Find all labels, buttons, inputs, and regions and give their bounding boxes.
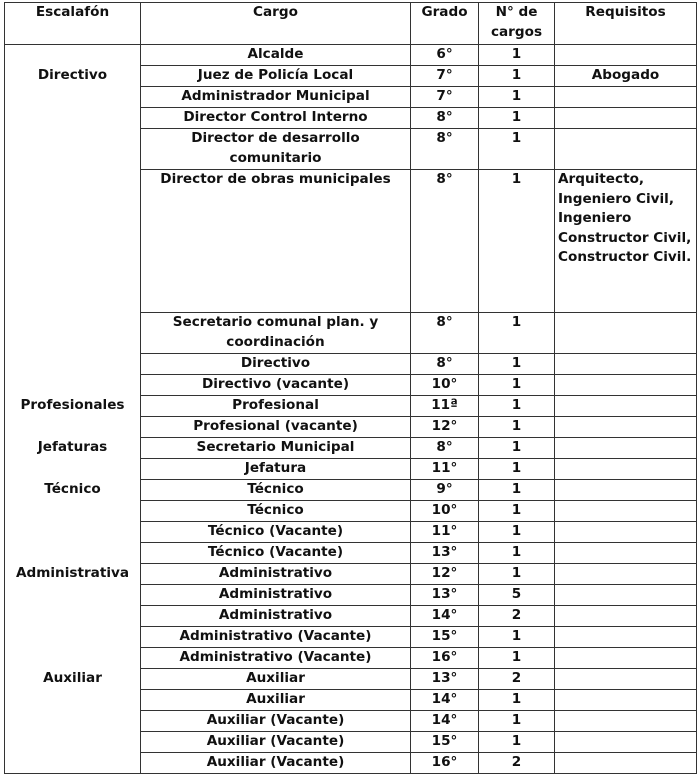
escalafon-cell	[5, 417, 141, 438]
grado-cell: 15°	[411, 627, 479, 648]
requisitos-cell	[555, 501, 697, 522]
escalafon-cell	[5, 732, 141, 753]
header-grado: Grado	[411, 3, 479, 45]
num-cargos-cell: 5	[479, 585, 555, 606]
requisitos-cell: Abogado	[555, 66, 697, 87]
escalafon-cell	[5, 459, 141, 480]
table-row	[5, 375, 697, 396]
grado-cell: 13°	[411, 669, 479, 690]
cargo-cell: Administrativo	[141, 564, 411, 585]
num-cargos-cell: 1	[479, 711, 555, 732]
requisitos-cell	[555, 108, 697, 129]
grado-cell: 8°	[411, 129, 479, 170]
num-cargos-cell: 1	[479, 459, 555, 480]
cargo-cell: Técnico	[141, 501, 411, 522]
requisitos-cell	[555, 606, 697, 627]
num-cargos-cell: 1	[479, 648, 555, 669]
cargo-cell: Administrativo	[141, 585, 411, 606]
escalafon-cell	[5, 627, 141, 648]
cargo-cell: Profesional	[141, 396, 411, 417]
cargo-cell: Profesional (vacante)	[141, 417, 411, 438]
requisitos-cell	[555, 564, 697, 585]
table-row	[5, 711, 697, 732]
num-cargos-cell: 1	[479, 417, 555, 438]
num-cargos-cell: 1	[479, 690, 555, 711]
grado-cell: 10°	[411, 501, 479, 522]
num-cargos-cell: 2	[479, 669, 555, 690]
table-row	[5, 627, 697, 648]
cargo-cell: Secretario Municipal	[141, 438, 411, 459]
num-cargos-cell: 1	[479, 627, 555, 648]
requisitos-cell	[555, 438, 697, 459]
escalafon-cell	[5, 354, 141, 375]
table-row	[5, 87, 697, 108]
num-cargos-cell: 1	[479, 45, 555, 66]
table-row	[5, 606, 697, 627]
header-num-cargos: N° de cargos	[479, 3, 555, 45]
table-row	[5, 564, 697, 585]
grado-cell: 11°	[411, 459, 479, 480]
header-escalafon: Escalafón	[5, 3, 141, 45]
grado-cell: 13°	[411, 543, 479, 564]
cargo-cell: Juez de Policía Local	[141, 66, 411, 87]
requisitos-cell	[555, 45, 697, 66]
escalafon-cell	[5, 129, 141, 170]
requisitos-cell	[555, 543, 697, 564]
escalafon-cell	[5, 45, 141, 66]
cargo-cell: Director de desarrollo comunitario	[141, 129, 411, 170]
grado-cell: 13°	[411, 585, 479, 606]
num-cargos-cell: 1	[479, 543, 555, 564]
table-row	[5, 648, 697, 669]
num-cargos-cell: 1	[479, 354, 555, 375]
cargo-cell: Auxiliar	[141, 669, 411, 690]
table-row	[5, 459, 697, 480]
grado-cell: 15°	[411, 732, 479, 753]
cargo-cell: Auxiliar (Vacante)	[141, 711, 411, 732]
requisitos-cell	[555, 417, 697, 438]
num-cargos-cell: 1	[479, 396, 555, 417]
cargo-cell: Administrador Municipal	[141, 87, 411, 108]
escalafon-cell: Directivo	[5, 66, 141, 87]
num-cargos-cell: 1	[479, 480, 555, 501]
cargo-cell: Directivo	[141, 354, 411, 375]
requisitos-cell	[555, 648, 697, 669]
requisitos-cell	[555, 87, 697, 108]
table-row	[5, 690, 697, 711]
table-row	[5, 354, 697, 375]
num-cargos-cell: 2	[479, 753, 555, 774]
grado-cell: 16°	[411, 753, 479, 774]
escalafon-cell: Auxiliar	[5, 669, 141, 690]
requisitos-cell	[555, 711, 697, 732]
grado-cell: 11ª	[411, 396, 479, 417]
grado-cell: 6°	[411, 45, 479, 66]
grado-cell: 11°	[411, 522, 479, 543]
requisitos-cell	[555, 753, 697, 774]
cargo-cell: Administrativo (Vacante)	[141, 648, 411, 669]
table-row	[5, 543, 697, 564]
cargo-cell: Administrativo	[141, 606, 411, 627]
table-row	[5, 438, 697, 459]
requisitos-cell	[555, 375, 697, 396]
escalafon-cell	[5, 648, 141, 669]
grado-cell: 8°	[411, 354, 479, 375]
grado-cell: 14°	[411, 690, 479, 711]
escalafon-cell	[5, 375, 141, 396]
table-row	[5, 396, 697, 417]
escalafon-cell	[5, 170, 141, 313]
table-row	[5, 45, 697, 66]
escalafon-cell	[5, 522, 141, 543]
cargo-cell: Secretario comunal plan. y coordinación	[141, 313, 411, 354]
requisitos-cell	[555, 690, 697, 711]
num-cargos-cell: 1	[479, 170, 555, 313]
requisitos-cell	[555, 354, 697, 375]
cargo-cell: Técnico (Vacante)	[141, 543, 411, 564]
table-row	[5, 501, 697, 522]
grado-cell: 9°	[411, 480, 479, 501]
grado-cell: 12°	[411, 417, 479, 438]
escalafon-cell	[5, 313, 141, 354]
grado-cell: 7°	[411, 87, 479, 108]
table-row	[5, 129, 697, 170]
table-row	[5, 170, 697, 313]
cargo-cell: Auxiliar (Vacante)	[141, 753, 411, 774]
requisitos-cell	[555, 480, 697, 501]
num-cargos-cell: 1	[479, 87, 555, 108]
requisitos-cell	[555, 459, 697, 480]
grado-cell: 8°	[411, 438, 479, 459]
table-row	[5, 753, 697, 774]
num-cargos-cell: 1	[479, 501, 555, 522]
num-cargos-cell: 1	[479, 375, 555, 396]
escalafon-cell	[5, 543, 141, 564]
escalafon-cell	[5, 501, 141, 522]
grado-cell: 8°	[411, 108, 479, 129]
num-cargos-cell: 1	[479, 129, 555, 170]
escalafon-cell	[5, 108, 141, 129]
num-cargos-cell: 1	[479, 522, 555, 543]
escalafon-cell	[5, 711, 141, 732]
requisitos-cell	[555, 627, 697, 648]
table-body	[5, 45, 697, 774]
table-row	[5, 417, 697, 438]
header-row	[5, 3, 697, 45]
table-row	[5, 585, 697, 606]
table-row	[5, 66, 697, 87]
cargo-cell: Director Control Interno	[141, 108, 411, 129]
escalafon-cell	[5, 87, 141, 108]
escalafon-cell	[5, 753, 141, 774]
table-row	[5, 732, 697, 753]
num-cargos-cell: 1	[479, 732, 555, 753]
escalafon-cell: Administrativa	[5, 564, 141, 585]
requisitos-cell	[555, 396, 697, 417]
grado-cell: 8°	[411, 170, 479, 313]
grado-cell: 8°	[411, 313, 479, 354]
cargo-cell: Jefatura	[141, 459, 411, 480]
escalafon-cell: Jefaturas	[5, 438, 141, 459]
requisitos-cell	[555, 585, 697, 606]
cargo-cell: Administrativo (Vacante)	[141, 627, 411, 648]
table-row	[5, 313, 697, 354]
grado-cell: 10°	[411, 375, 479, 396]
cargo-cell: Técnico (Vacante)	[141, 522, 411, 543]
cargo-cell: Auxiliar (Vacante)	[141, 732, 411, 753]
num-cargos-cell: 1	[479, 313, 555, 354]
escalafon-table	[4, 2, 697, 774]
table-row	[5, 480, 697, 501]
num-cargos-cell: 1	[479, 66, 555, 87]
header-cargo: Cargo	[141, 3, 411, 45]
cargo-cell: Directivo (vacante)	[141, 375, 411, 396]
requisitos-cell: Arquitecto, Ingeniero Civil, Ingeniero Constructor Civil, Constructor Civil.	[555, 170, 697, 313]
requisitos-cell	[555, 669, 697, 690]
num-cargos-cell: 1	[479, 564, 555, 585]
cargo-cell: Director de obras municipales	[141, 170, 411, 313]
header-requisitos: Requisitos	[555, 3, 697, 45]
document-page	[4, 2, 696, 774]
requisitos-cell	[555, 313, 697, 354]
table-header	[5, 3, 697, 45]
escalafon-cell	[5, 585, 141, 606]
requisitos-cell	[555, 129, 697, 170]
grado-cell: 16°	[411, 648, 479, 669]
num-cargos-cell: 1	[479, 438, 555, 459]
cargo-cell: Técnico	[141, 480, 411, 501]
num-cargos-cell: 2	[479, 606, 555, 627]
grado-cell: 14°	[411, 606, 479, 627]
grado-cell: 12°	[411, 564, 479, 585]
requisitos-cell	[555, 732, 697, 753]
escalafon-cell: Profesionales	[5, 396, 141, 417]
grado-cell: 7°	[411, 66, 479, 87]
table-row	[5, 522, 697, 543]
cargo-cell: Alcalde	[141, 45, 411, 66]
num-cargos-cell: 1	[479, 108, 555, 129]
cargo-cell: Auxiliar	[141, 690, 411, 711]
escalafon-cell	[5, 690, 141, 711]
grado-cell: 14°	[411, 711, 479, 732]
table-row	[5, 669, 697, 690]
requisitos-cell	[555, 522, 697, 543]
escalafon-cell: Técnico	[5, 480, 141, 501]
escalafon-cell	[5, 606, 141, 627]
table-row	[5, 108, 697, 129]
